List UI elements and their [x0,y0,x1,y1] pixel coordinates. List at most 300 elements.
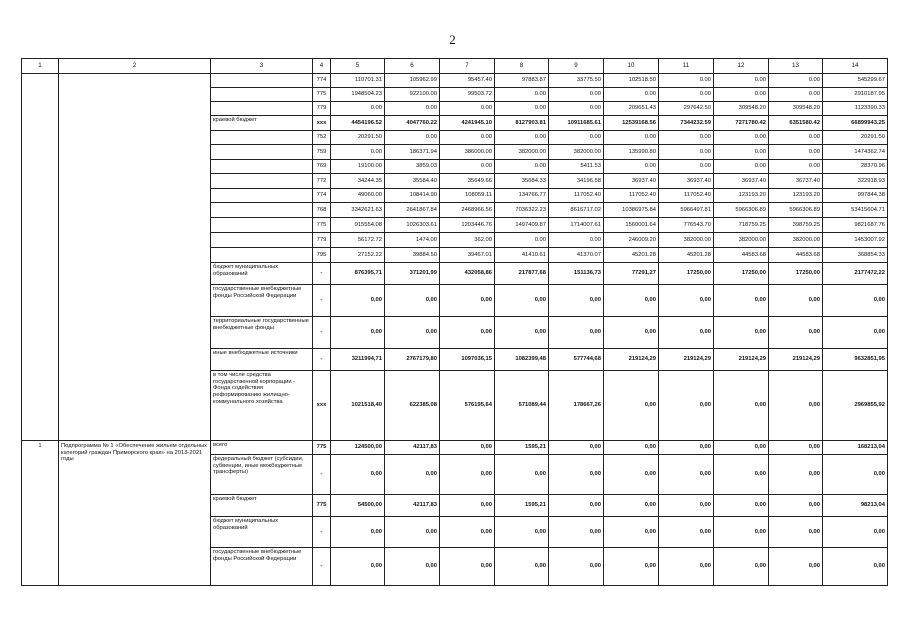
value-cell: 102518.50 [604,74,659,88]
value-cell: 117052.40 [549,189,604,203]
value-cell: 0,00 [823,548,888,586]
value-cell: 0.00 [659,145,714,160]
value-cell: 209651.43 [604,102,659,116]
value-cell: 368854.33 [823,248,888,263]
value-cell: 3211994,71 [331,349,385,371]
funding-source-label [211,88,313,102]
value-cell: 0.00 [714,160,769,174]
column-header: 8 [495,59,549,74]
value-cell: 0,00 [769,371,823,441]
value-cell: 123193.20 [769,189,823,203]
value-cell: 44583.68 [769,248,823,263]
value-cell: 0,00 [714,548,769,586]
budget-code-cell: 769 [313,160,331,174]
value-cell: 1026303.61 [385,218,440,233]
value-cell: 168213,04 [823,441,888,455]
budget-code-cell: 779 [313,233,331,248]
value-cell: 0,00 [331,317,385,349]
value-cell: 44583.68 [714,248,769,263]
value-cell: 20291.50 [331,131,385,145]
value-cell: 0,00 [440,317,495,349]
value-cell: 0,00 [659,285,714,317]
value-cell: 398759.25 [769,218,823,233]
funding-source-label [211,145,313,160]
budget-code-cell: 795 [313,248,331,263]
value-cell: 1595,21 [495,441,549,455]
value-cell: 0,00 [714,441,769,455]
value-cell: 36737.40 [769,174,823,189]
value-cell: 776543.70 [659,218,714,233]
value-cell: 997844.38 [823,189,888,203]
value-cell: 6351580.42 [769,116,823,131]
value-cell: 0.00 [495,160,549,174]
value-cell: 0,00 [331,285,385,317]
budget-code-cell: 768 [313,203,331,218]
value-cell: 0,00 [769,495,823,517]
value-cell: 0.00 [495,131,549,145]
column-header: 12 [714,59,769,74]
value-cell: 1021518,40 [331,371,385,441]
budget-code-cell: - [313,517,331,548]
value-cell: 1123390.33 [823,102,888,116]
value-cell: 45201.28 [659,248,714,263]
value-cell: 382000.00 [549,145,604,160]
value-cell: 4047760.22 [385,116,440,131]
value-cell: 17250,00 [714,263,769,285]
value-cell: 10911685.61 [549,116,604,131]
value-cell: 42117,83 [385,495,440,517]
value-cell: 0.00 [495,102,549,116]
value-cell: 0,00 [440,441,495,455]
value-cell: 0,00 [714,285,769,317]
value-cell: 0,00 [385,517,440,548]
value-cell: 5966306.89 [714,203,769,218]
budget-code-cell: - [313,455,331,495]
value-cell: 576195,64 [440,371,495,441]
value-cell: 362.00 [440,233,495,248]
column-header: 2 [59,59,211,74]
value-cell: 39884.50 [385,248,440,263]
value-cell: 0.00 [714,74,769,88]
value-cell: 0,00 [604,495,659,517]
value-cell: 0,00 [549,548,604,586]
value-cell: 0,00 [495,317,549,349]
value-cell: 382000.00 [769,233,823,248]
value-cell: 1097036,15 [440,349,495,371]
table-row [22,74,888,88]
value-cell: 99503.72 [440,88,495,102]
value-cell: 49060.00 [331,189,385,203]
value-cell: 219124,29 [659,349,714,371]
value-cell: 2177472,22 [823,263,888,285]
value-cell: 1595,21 [495,495,549,517]
budget-code-cell: ххх [313,371,331,441]
budget-code-cell: 774 [313,74,331,88]
value-cell: 0,00 [549,317,604,349]
value-cell: 0,00 [714,517,769,548]
value-cell: 0,00 [495,285,549,317]
program-name-cell: Подпрограмма № 1 «Обеспечение жильем отдельных категорий граждан Приморского края» на 2013-2021 годы [59,441,211,586]
value-cell: 54500,00 [331,495,385,517]
value-cell: 42117,83 [385,441,440,455]
value-cell: 186371.94 [385,145,440,160]
column-header: 11 [659,59,714,74]
funding-source-label [211,174,313,189]
value-cell: 1474362.74 [823,145,888,160]
value-cell: 0,00 [549,517,604,548]
funding-source-label: бюджет муниципальных образований [211,517,313,548]
funding-source-label: краевой бюджет [211,495,313,517]
budget-code-cell: 775 [313,495,331,517]
value-cell: 0.00 [495,88,549,102]
value-cell: 124500,00 [331,441,385,455]
value-cell: 9632851,95 [823,349,888,371]
value-cell: 0,00 [659,317,714,349]
value-cell: 0.00 [440,160,495,174]
column-header: 6 [385,59,440,74]
funding-source-label [211,74,313,88]
value-cell: 0.00 [714,131,769,145]
value-cell: 8127903.81 [495,116,549,131]
value-cell: 0.00 [769,145,823,160]
funding-source-label: государственные внебюджетные фонды Российской Федерации [211,285,313,317]
value-cell: 0,00 [823,455,888,495]
value-cell: 0.00 [385,131,440,145]
value-cell: 0,00 [385,548,440,586]
value-cell: 2910187.95 [823,88,888,102]
value-cell: 0,00 [823,285,888,317]
value-cell: 2641867.84 [385,203,440,218]
value-cell: 28370.96 [823,160,888,174]
value-cell: 382000.00 [659,233,714,248]
value-cell: 0,00 [331,455,385,495]
funding-source-label [211,189,313,203]
value-cell: 386000.00 [440,145,495,160]
funding-source-label [211,233,313,248]
value-cell: 5966306.89 [769,203,823,218]
value-cell: 0,00 [659,495,714,517]
funding-source-label [211,160,313,174]
value-cell: 98213,04 [823,495,888,517]
funding-source-label: бюджет муниципальных образований [211,263,313,285]
value-cell: 117052.40 [604,189,659,203]
value-cell: 382000.00 [714,233,769,248]
value-cell: 7344232.59 [659,116,714,131]
budget-code-cell: 779 [313,102,331,116]
budget-code-cell: - [313,317,331,349]
value-cell: 3859.03 [385,160,440,174]
value-cell: 34196.58 [549,174,604,189]
value-cell: 0,00 [549,441,604,455]
value-cell: 56172.72 [331,233,385,248]
column-header: 9 [549,59,604,74]
value-cell: 0,00 [549,455,604,495]
value-cell: 2969855,92 [823,371,888,441]
column-header: 10 [604,59,659,74]
value-cell: 0.00 [769,131,823,145]
value-cell: 33775.50 [549,74,604,88]
value-cell: 10386975.84 [604,203,659,218]
value-cell: 217877,68 [495,263,549,285]
value-cell: 219124,29 [714,349,769,371]
value-cell: 0,00 [659,455,714,495]
value-cell: 0,00 [659,517,714,548]
value-cell: 0,00 [769,517,823,548]
value-cell: 0.00 [549,102,604,116]
column-header: 14 [823,59,888,74]
funding-source-label: иные внебюджетные источники [211,349,313,371]
value-cell: 0.00 [549,88,604,102]
value-cell: 0,00 [769,285,823,317]
funding-source-label [211,203,313,218]
value-cell: 17250,00 [769,263,823,285]
value-cell: 0,00 [549,495,604,517]
value-cell: 53415604.71 [823,203,888,218]
value-cell: 0.00 [714,88,769,102]
value-cell: 571089,44 [495,371,549,441]
value-cell: 322918.93 [823,174,888,189]
value-cell: 0,00 [823,317,888,349]
value-cell: 0,00 [659,548,714,586]
value-cell: 246009.20 [604,233,659,248]
value-cell: 219124,29 [604,349,659,371]
funding-source-label [211,131,313,145]
value-cell: 0,00 [604,455,659,495]
value-cell: 108414.90 [385,189,440,203]
value-cell: 0,00 [769,317,823,349]
budget-code-cell: ххх [313,116,331,131]
value-cell: 12539168.56 [604,116,659,131]
value-cell: 0.00 [549,233,604,248]
value-cell: 0,00 [495,548,549,586]
budget-code-cell: - [313,285,331,317]
value-cell: 1560001.64 [604,218,659,233]
value-cell: 1082399,48 [495,349,549,371]
budget-code-cell: 772 [313,174,331,189]
funding-source-label: федеральный бюджет (субсидии, субвенции, иные межбюджетные трансферты) [211,455,313,495]
value-cell: 0,00 [604,548,659,586]
value-cell: 36937.40 [659,174,714,189]
value-cell: 1714007.61 [549,218,604,233]
value-cell: 0.00 [385,102,440,116]
value-cell: 0,00 [714,317,769,349]
value-cell: 0,00 [385,455,440,495]
value-cell: 4454196.52 [331,116,385,131]
value-cell: 7271780.42 [714,116,769,131]
value-cell: 5411.53 [549,160,604,174]
funding-source-label: территориальные государственные внебюджетные фонды [211,317,313,349]
value-cell: 371201,99 [385,263,440,285]
value-cell: 0,00 [331,548,385,586]
value-cell: 0,00 [331,517,385,548]
value-cell: 0,00 [769,441,823,455]
value-cell: 0.00 [331,145,385,160]
value-cell: 0,00 [714,455,769,495]
column-header: 3 [211,59,313,74]
value-cell: 0,00 [604,441,659,455]
value-cell: 178667,26 [549,371,604,441]
funding-source-label [211,248,313,263]
value-cell: 0,00 [769,455,823,495]
value-cell: 0.00 [331,102,385,116]
value-cell: 0,00 [440,517,495,548]
value-cell: 0,00 [440,285,495,317]
value-cell: 0,00 [604,285,659,317]
value-cell: 1203446.76 [440,218,495,233]
value-cell: 34244.35 [331,174,385,189]
column-header: 1 [22,59,59,74]
value-cell: 0.00 [604,131,659,145]
value-cell: 577744,68 [549,349,604,371]
value-cell: 622385,08 [385,371,440,441]
value-cell: 0,00 [440,495,495,517]
value-cell: 1497409.87 [495,218,549,233]
value-cell: 219124,29 [769,349,823,371]
value-cell: 0.00 [769,74,823,88]
value-cell: 0,00 [714,495,769,517]
funding-source-label: всего [211,441,313,455]
funding-source-label [211,102,313,116]
budget-code-cell: 775 [313,218,331,233]
value-cell: 0,00 [714,371,769,441]
value-cell: 0,00 [440,455,495,495]
value-cell: 0.00 [769,88,823,102]
value-cell: 0,00 [495,517,549,548]
value-cell: 35584.40 [385,174,440,189]
value-cell: 545299.67 [823,74,888,88]
budget-code-cell: 774 [313,189,331,203]
value-cell: 27152.22 [331,248,385,263]
budget-code-cell: - [313,548,331,586]
value-cell: 41370.07 [549,248,604,263]
value-cell: 0,00 [604,317,659,349]
value-cell: 41410.61 [495,248,549,263]
value-cell: 134766.77 [495,189,549,203]
value-cell: 8616717.02 [549,203,604,218]
value-cell: 297642.50 [659,102,714,116]
funding-source-label [211,218,313,233]
value-cell: 0.00 [604,88,659,102]
value-cell: 0,00 [769,548,823,586]
value-cell: 922100.00 [385,88,440,102]
funding-source-label: в том числе средства государственной корпорации - Фонда содействия реформированию жилищно-коммунального хозяйства [211,371,313,441]
value-cell: 45201.28 [604,248,659,263]
budget-code-cell: 775 [313,88,331,102]
value-cell: 0,00 [440,548,495,586]
value-cell: 0.00 [714,145,769,160]
value-cell: 0,00 [604,517,659,548]
value-cell: 1474.00 [385,233,440,248]
value-cell: 0,00 [659,441,714,455]
value-cell: 108059.11 [440,189,495,203]
value-cell: 7036322.23 [495,203,549,218]
value-cell: 2767179,80 [385,349,440,371]
value-cell: 66899943.25 [823,116,888,131]
column-header-row [22,59,888,74]
row-number-cell [22,74,59,441]
value-cell: 876395,71 [331,263,385,285]
value-cell: 0,00 [659,371,714,441]
budget-code-cell: - [313,263,331,285]
value-cell: 36937.40 [714,174,769,189]
program-name-cell [59,74,211,441]
value-cell: 0,00 [823,517,888,548]
value-cell: 123193.20 [714,189,769,203]
value-cell: 0,00 [549,285,604,317]
value-cell: 2468966.56 [440,203,495,218]
value-cell: 151136,73 [549,263,604,285]
value-cell: 105962.99 [385,74,440,88]
table-body [22,59,888,586]
value-cell: 9821687.76 [823,218,888,233]
value-cell: 20291.50 [823,131,888,145]
value-cell: 36937.40 [604,174,659,189]
value-cell: 382000.00 [495,145,549,160]
value-cell: 0.00 [769,160,823,174]
value-cell: 17250,00 [659,263,714,285]
budget-code-cell: 775 [313,441,331,455]
value-cell: 0.00 [495,233,549,248]
budget-code-cell: 759 [313,145,331,160]
value-cell: 117052.40 [659,189,714,203]
value-cell: 35684.33 [495,174,549,189]
column-header: 7 [440,59,495,74]
value-cell: 110701.31 [331,74,385,88]
value-cell: 718759.25 [714,218,769,233]
value-cell: 5966497.81 [659,203,714,218]
value-cell: 1453007.92 [823,233,888,248]
value-cell: 0,00 [604,371,659,441]
value-cell: 0,00 [495,455,549,495]
value-cell: 35649.66 [440,174,495,189]
value-cell: 19100.00 [331,160,385,174]
value-cell: 0.00 [440,102,495,116]
value-cell: 0.00 [549,131,604,145]
value-cell: 0.00 [659,160,714,174]
value-cell: 0.00 [659,74,714,88]
value-cell: 135990.80 [604,145,659,160]
value-cell: 0,00 [385,285,440,317]
value-cell: 77291,27 [604,263,659,285]
funding-source-label: государственные внебюджетные фонды Российской Федерации [211,548,313,586]
row-number-cell: 1 [22,441,59,586]
value-cell: 309548.20 [769,102,823,116]
value-cell: 97883.87 [495,74,549,88]
column-header: 4 [313,59,331,74]
value-cell: 0,00 [385,317,440,349]
value-cell: 0.00 [659,88,714,102]
funding-source-label: краевой бюджет [211,116,313,131]
value-cell: 1948504.23 [331,88,385,102]
value-cell: 432058,86 [440,263,495,285]
budget-code-cell: 752 [313,131,331,145]
value-cell: 39467.01 [440,248,495,263]
value-cell: 309548.20 [714,102,769,116]
value-cell: 915554.08 [331,218,385,233]
value-cell: 0.00 [659,131,714,145]
page-number: 2 [449,32,456,47]
column-header: 13 [769,59,823,74]
value-cell: 0.00 [604,160,659,174]
table-row [22,441,888,455]
value-cell: 3342621.63 [331,203,385,218]
value-cell: 4241945.10 [440,116,495,131]
value-cell: 95457.40 [440,74,495,88]
column-header: 5 [331,59,385,74]
budget-code-cell: - [313,349,331,371]
value-cell: 0.00 [440,131,495,145]
budget-table [21,58,888,586]
